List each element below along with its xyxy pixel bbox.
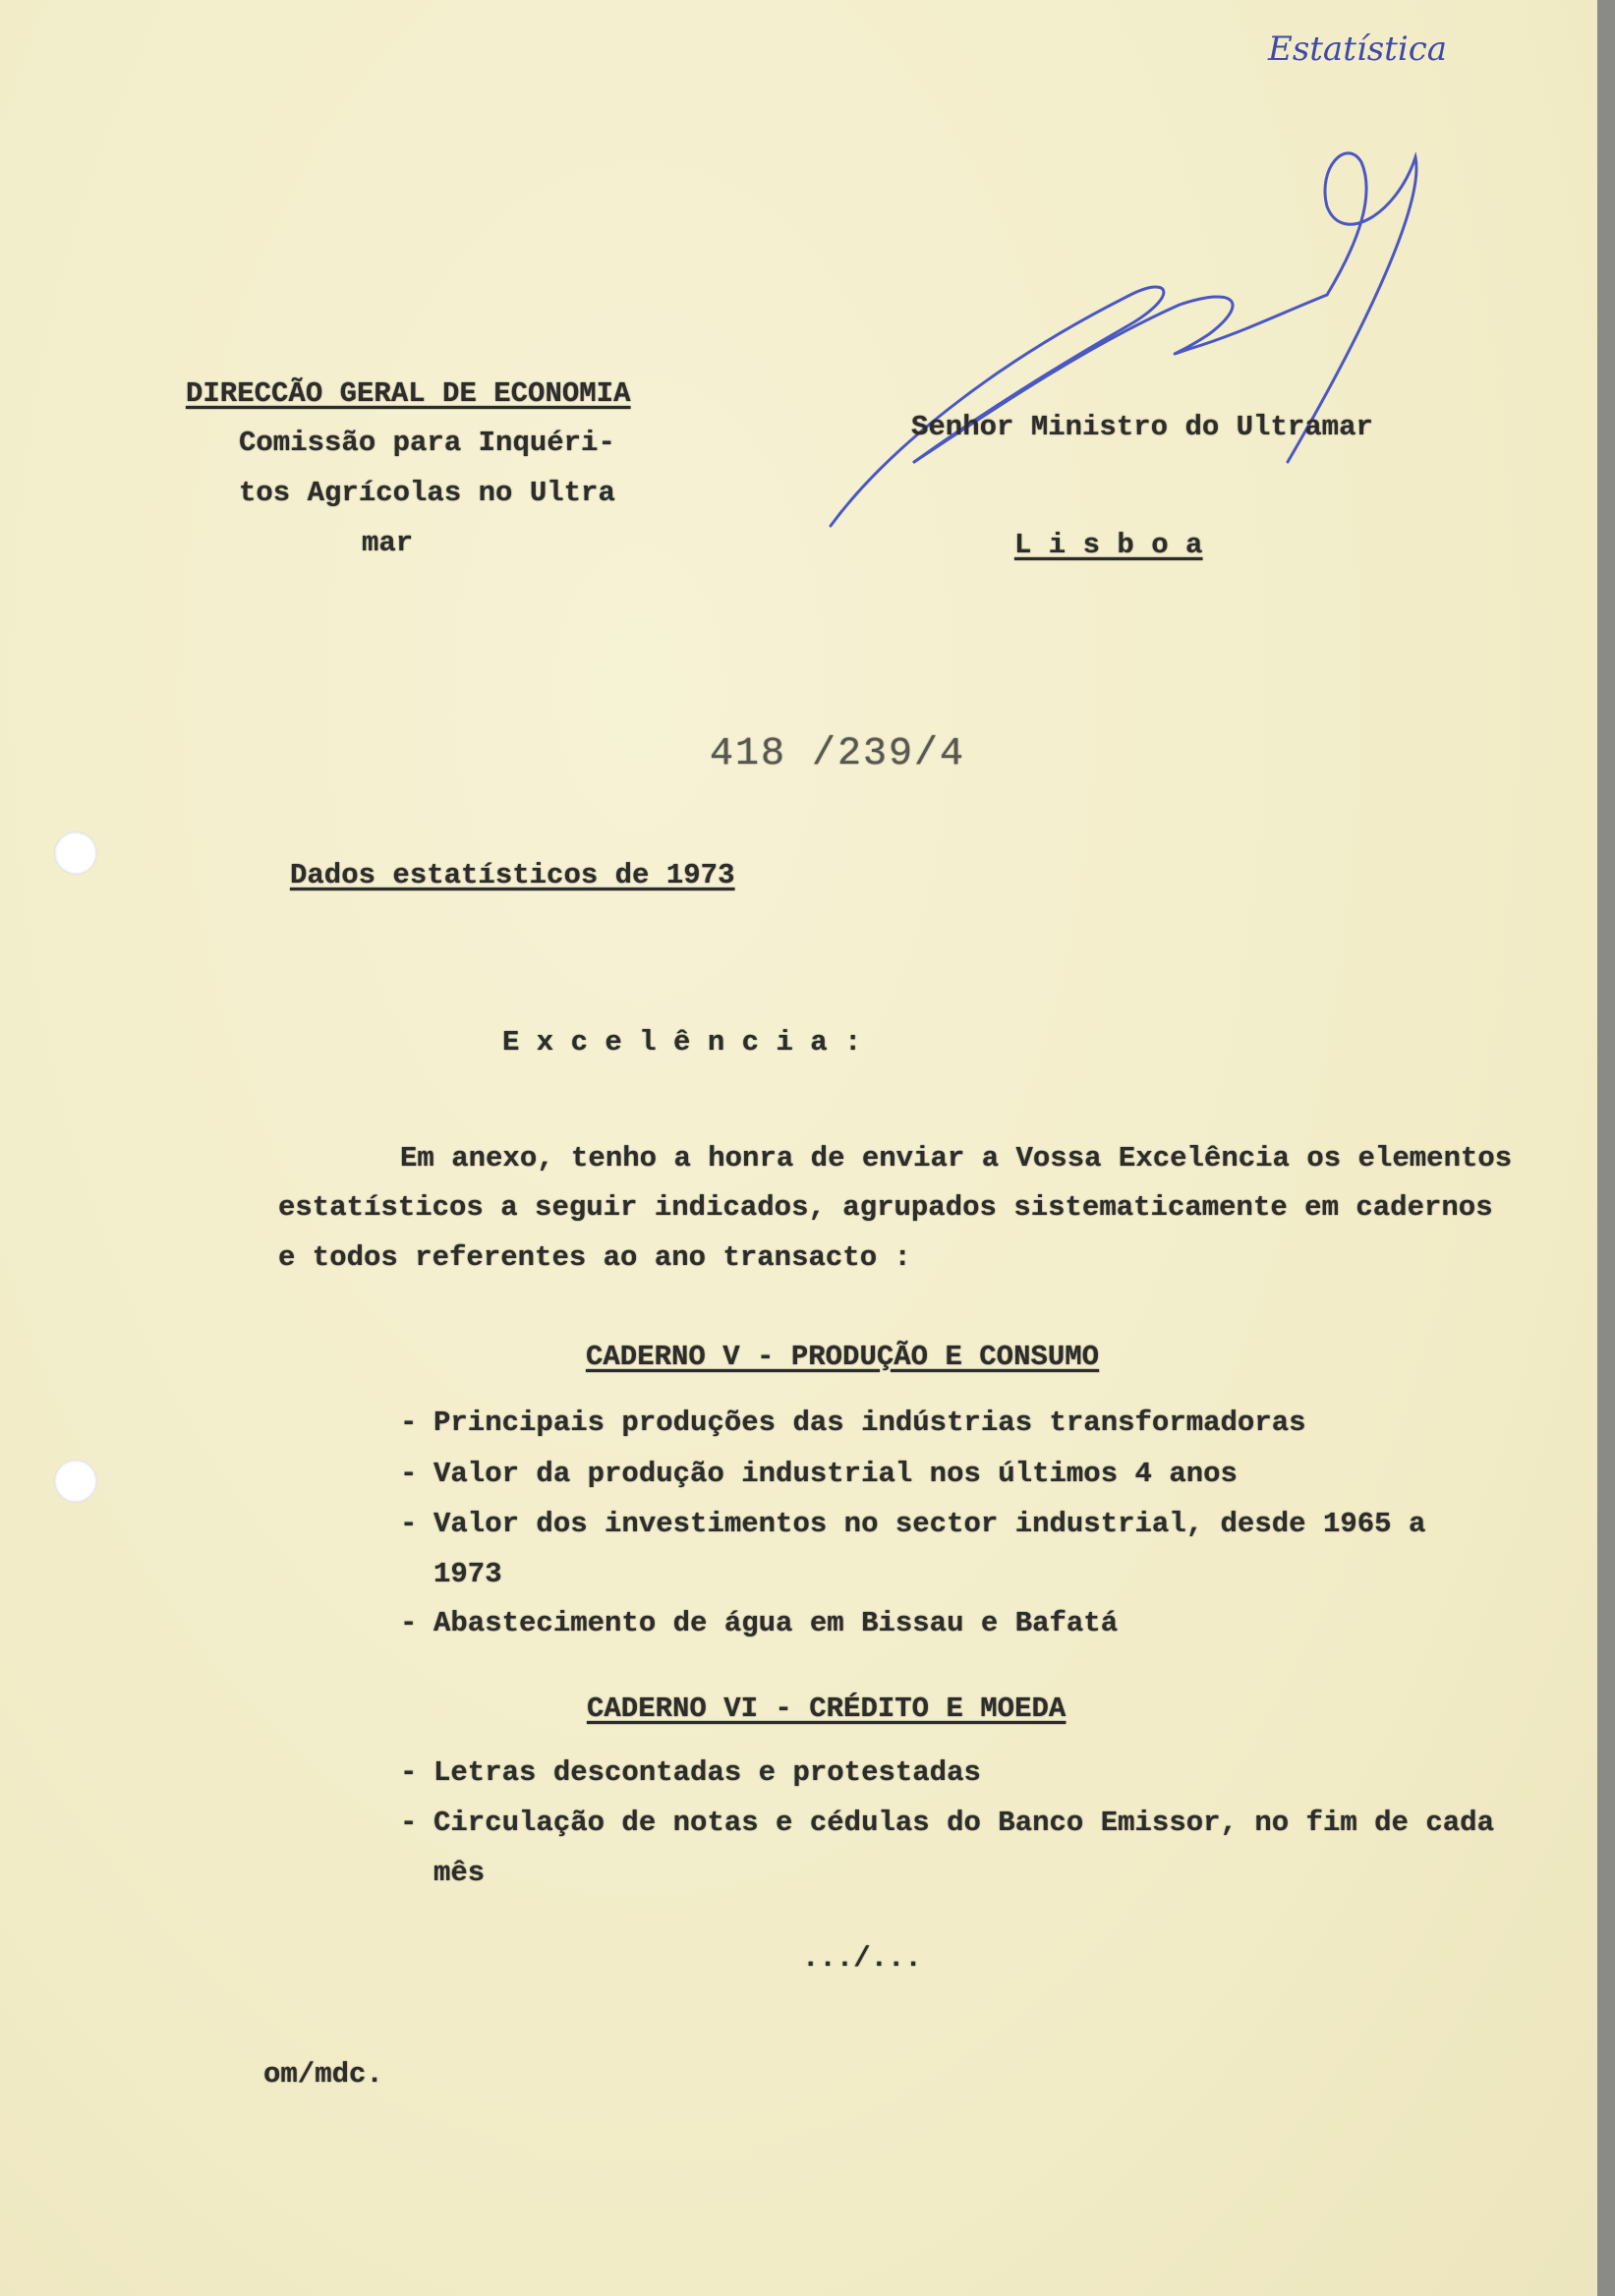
typist-initials: om/mdc.: [263, 2058, 383, 2091]
sender-commission: mar: [362, 527, 414, 559]
bullet-dash: -: [400, 1508, 418, 1540]
continuation-mark: .../...: [802, 1942, 922, 1975]
recipient-city: L i s b o a: [1014, 529, 1203, 561]
list-item: Valor dos investimentos no sector industrial, desde 1965 a: [433, 1508, 1426, 1540]
section-title: CADERNO VI - CRÉDITO E MOEDA: [587, 1693, 1067, 1725]
handwritten-annotation: Estatística: [1268, 29, 1448, 69]
section-title: CADERNO V - PRODUÇÃO E CONSUMO: [586, 1341, 1100, 1373]
bullet-dash: -: [400, 1807, 418, 1839]
bullet-dash: -: [400, 1607, 418, 1639]
sender-department: DIRECCÃO GERAL DE ECONOMIA: [186, 377, 631, 410]
list-item-continuation: mês: [433, 1857, 486, 1889]
list-item-continuation: 1973: [433, 1558, 502, 1590]
bullet-dash: -: [400, 1458, 418, 1490]
sender-commission: tos Agrícolas no Ultra: [239, 477, 615, 509]
salutation: E x c e l ê n c i a :: [502, 1026, 862, 1059]
bullet-dash: -: [400, 1406, 418, 1439]
body-paragraph: e todos referentes ao ano transacto :: [278, 1241, 911, 1274]
bullet-dash: -: [400, 1756, 418, 1789]
list-item: Valor da produção industrial nos últimos 4 anos: [433, 1458, 1238, 1490]
list-item: Principais produções das indústrias transformadoras: [433, 1406, 1306, 1439]
list-item: Letras descontadas e protestadas: [433, 1756, 981, 1789]
sender-commission: Comissão para Inquéri-: [239, 427, 615, 459]
body-paragraph: estatísticos a seguir indicados, agrupados sistematicamente em cadernos: [278, 1191, 1493, 1224]
list-item: Abastecimento de água em Bissau e Bafatá: [433, 1607, 1119, 1639]
recipient-name: Senhor Ministro do Ultramar: [911, 411, 1373, 443]
reference-number: 418 /239/4: [710, 732, 966, 776]
list-item: Circulação de notas e cédulas do Banco Emissor, no fim de cada: [433, 1807, 1494, 1839]
body-paragraph: Em anexo, tenho a honra de enviar a Vossa Excelência os elementos: [400, 1142, 1513, 1175]
subject: Dados estatísticos de 1973: [290, 859, 735, 891]
